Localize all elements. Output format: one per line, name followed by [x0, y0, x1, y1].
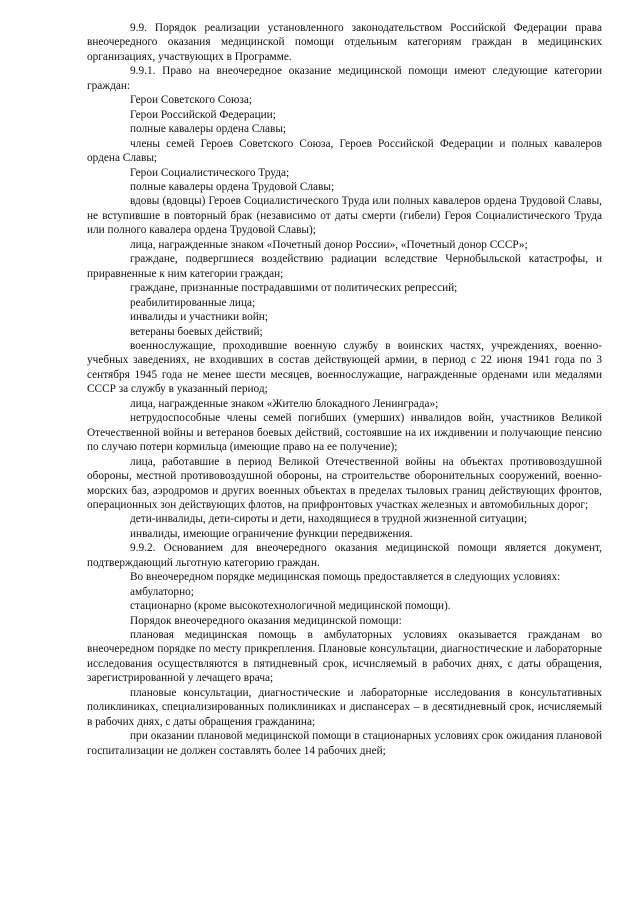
list-item-mobility-invalids: инвалиды, имеющие ограничение функции передвижения.: [130, 527, 413, 540]
paragraph-planned-inpatient: при оказании плановой медицинской помощи в стационарных условиях срок ожидания плановой госпитализации не должен составлять более 14 рабочих дней;: [87, 730, 602, 757]
list-item-combat-veterans: ветераны боевых действий;: [130, 325, 263, 338]
list-item-rehabilitated: реабилитированные лица;: [130, 296, 256, 309]
paragraph-9-9-1: 9.9.1. Право на внеочередное оказание медицинской помощи имеют следующие категории граждан:: [87, 65, 602, 92]
paragraph-9-9: 9.9. Порядок реализации установленного законодательством Российской Федерации права внеочередного оказания медицинской помощи отдельным категориям граждан в медицинских организациях, участвующих в Программе.: [87, 22, 602, 63]
list-item-chernobyl: граждане, подвергшиеся воздействию радиации вследствие Чернобыльской катастрофы, и приравненные к ним категории граждан;: [87, 253, 602, 280]
list-item-children: дети-инвалиды, дети-сироты и дети, находящиеся в трудной жизненной ситуации;: [130, 513, 528, 526]
list-item-heroes-ussr: Герои Советского Союза;: [130, 94, 253, 107]
list-item-leningrad: лица, награжденные знаком «Жителю блокадного Ленинграда»;: [130, 397, 439, 410]
list-item-repressions: граждане, признанные пострадавшими от политических репрессий;: [130, 282, 458, 295]
list-item-family-members: члены семей Героев Советского Союза, Героев Российской Федерации и полных кавалеров ордена Славы;: [87, 137, 602, 165]
paragraph-planned-consultations: плановые консультации, диагностические и лабораторные исследования в консультативных поликлиниках, специализированных поликлиниках и диспансерах – в десятидневный срок, исчисляемый в рабочих днях, с даты обращения гражданина;: [87, 686, 602, 728]
list-item-inpatient: стационарно (кроме высокотехнологичной медицинской помощи).: [130, 600, 451, 613]
list-item-home-front-workers: лица, работавшие в период Великой Отечественной войны на объектах противовоздушной обороны, местной противовоздушной обороны, на строительстве оборонительных сооружений, военно-морских баз, аэродромов и других военных объектах в пределах тыловых границ действующих фронтов, операционных зон действующих флотов, на прифронтовых участках железных и автомобильных дорог;: [87, 455, 602, 511]
paragraph-9-9-2: 9.9.2. Основанием для внеочередного оказания медицинской помощи является документ, подтверждающий льготную категорию граждан.: [87, 542, 602, 569]
list-item-heroes-labor: Герои Социалистического Труда;: [130, 166, 290, 179]
paragraph-procedure: Порядок внеочередного оказания медицинской помощи:: [130, 614, 402, 627]
paragraph-planned-outpatient: плановая медицинская помощь в амбулаторных условиях оказывается гражданам во внеочередном порядке по месту прикрепления. Плановые консультации, диагностические и лабораторные исследования осуществляются в пятидневный срок, исчисляемый в рабочих днях, с даты обращения, зарегистрированной у лечащего врача;: [87, 629, 602, 685]
paragraph-conditions: Во внеочередном порядке медицинская помощь предоставляется в следующих условиях:: [130, 571, 561, 584]
list-item-heroes-rf: Герои Российской Федерации;: [130, 108, 276, 121]
list-item-war-invalids: инвалиды и участники войн;: [130, 311, 268, 324]
list-item-widows: вдовы (вдовцы) Героев Социалистического Труда или полных кавалеров ордена Трудовой Славы, не вступившие в повторный брак (независимо от даты смерти (гибели) Героя Социалистического Труда или полного кавалера ордена Трудовой Славы);: [87, 195, 602, 237]
list-item-donors: лица, награжденные знаком «Почетный донор России», «Почетный донор СССР»;: [130, 238, 528, 251]
list-item-order-glory: полные кавалеры ордена Славы;: [130, 123, 287, 136]
list-item-outpatient: амбулаторно;: [130, 585, 194, 598]
list-item-servicemen: военнослужащие, проходившие военную службу в воинских частях, учреждениях, военно-учебных заведениях, не входивших в состав действующей армии, в период с 22 июня 1941 года по 3 сентября 1945 года не менее шести месяцев, военнослужащие, награжденные орденами или медалями СССР за службу в указанный период;: [87, 339, 602, 396]
list-item-disabled-family: нетрудоспособные члены семей погибших (умерших) инвалидов войн, участников Великой Отечественной войны и ветеранов боевых действий, состоявшие на их иждивении и получающие пенсию по случаю потери кормильца (имеющие право на ее получение);: [87, 412, 602, 454]
list-item-order-labor-glory: полные кавалеры ордена Трудовой Славы;: [130, 180, 335, 193]
